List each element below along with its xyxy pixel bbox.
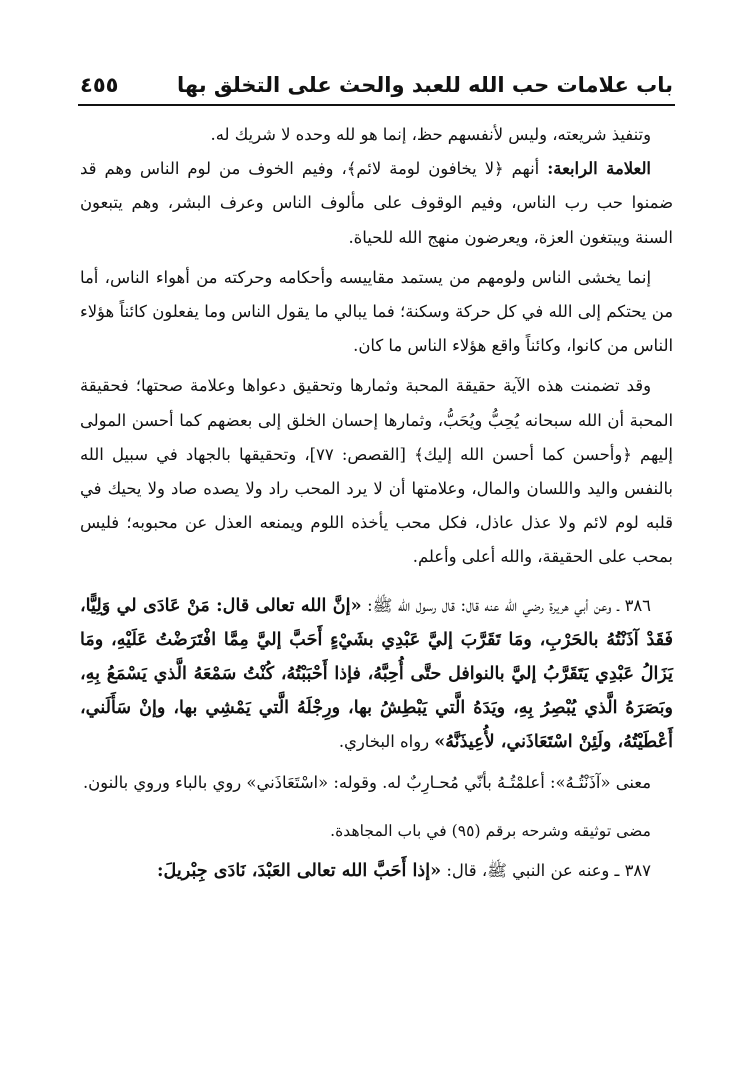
footnote-reference — [80, 814, 673, 848]
paragraph-text: إنما يخشى الناس ولومهم من يستمد مقاييسه وأحكامه وحركته من أهواء الناس، أما من يحتكم إلى الله في كل حركة وسكنة؛ فما يبالي ما يقول الناس وما يفعلون كائناً هؤلاء الناس من كانوا، وكائناً واقع هؤلاء الناس ما كان. — [80, 267, 673, 356]
gloss-paragraph — [80, 766, 673, 800]
header-divider — [78, 104, 675, 106]
hadith-intro: ٣٨٧ ـ وعنه عن النبي ﷺ، قال: — [441, 861, 651, 881]
page-header — [80, 62, 673, 100]
paragraph-text: وقد تضمنت هذه الآية حقيقة المحبة وثمارها وتحقيق دعواها وعلامة صحتها؛ فحقيقة المحبة أن الله سبحانه يُحِبُّ ويُحَبُّ، وثمارها إحسان الخلق إلى بعضهم كما أحسن المولى إليهم ﴿وأحسن كما أحسن الله إليك﴾ [القصص: ٧٧]، وتحقيقها بالجهاد في سبيل الله بالنفس واليد واللسان والمال، وعلامتها أن لا يرد المحب راد ولا يصده صاد ولا يحيك في قلبه لوم لائم ولا عذل عاذل، فكل محب يأخذه اللوم ويمنعه العذل عن محبوبه؛ فليس بمحب على الحقيقة، والله أعلى وأعلم. — [80, 376, 673, 567]
paragraph-text: أنهم ﴿لا يخافون لومة لائم﴾، وفيم الخوف من لوم الناس وهم قد ضمنوا حب رب الناس، وفيم الوقوف على مألوف الناس وعرف البشر، وهم يتبعون السنة ويبتغون العزة، ويعرضون منهج الله للحياة. — [80, 159, 673, 247]
gloss-text: معنى «آذَنْتُـهُ»: أعلمْتُـهُ بأنّي مُحـارِبٌ له. وقوله: «اسْتَعَاذَني» روي بالباء وروي بالنون. — [82, 772, 651, 792]
paragraph-fear-of-people — [80, 261, 673, 364]
paragraph-fourth-sign — [80, 152, 673, 255]
chapter-title: باب علامات حب الله للعبد والحث على التخلق بها — [176, 73, 673, 97]
page-number: ٤٥٥ — [80, 73, 119, 97]
paragraph-continuation — [80, 118, 673, 152]
hadith-intro: ٣٨٦ ـ وعن أبي هريرة رضي الله عنه قال: قال رسول الله ﷺ: — [361, 595, 651, 615]
page-body — [80, 118, 673, 888]
section-label: العلامة الرابعة: — [547, 159, 651, 179]
hadith-386 — [80, 589, 673, 760]
note-text: مضى توثيقه وشرحه برقم (٩٥) في باب المجاهدة. — [330, 821, 651, 840]
hadith-text: «إذا أَحَبَّ الله تعالى العَبْدَ، نَادَى جِبْريلَ: — [157, 860, 442, 882]
paragraph-reality-of-love — [80, 369, 673, 574]
hadith-387 — [80, 854, 673, 888]
paragraph-text: وتنفيذ شريعته، وليس لأنفسهم حظ، إنما هو لله وحده لا شريك له. — [210, 125, 651, 144]
hadith-text: «إنَّ الله تعالى قال: مَنْ عَادَى لي وَلِيًّا، فَقَدْ آذَنْتُهُ بالحَرْبِ، ومَا تَقَرَّبَ إليَّ عَبْدِي بشَيْءٍ أَحَبَّ إليَّ مِمَّا افْتَرَضْتُ عَلَيْهِ، ومَا يَزَالُ عَبْدِي يَتَقَرَّبُ إليَّ بالنوافل حتَّى أُحِبَّهُ، فإذا أَحْبَبْتُهُ، كُنْتُ سَمْعَهُ الَّذي يَسْمَعُ بِهِ، وبَصَرَهُ الَّذي يُبْصِرُ بِهِ، ويَدَهُ الَّتي يَبْطِشُ بها، ورِجْلَهُ الَّتي يَمْشِي بها، وإنْ سَأَلَني، أَعْطَيْتُهُ، ولَئِنْ اسْتَعَاذَني، لأُعِيذَنَّهُ» — [80, 594, 673, 753]
hadith-source: رواه البخاري. — [338, 732, 435, 752]
